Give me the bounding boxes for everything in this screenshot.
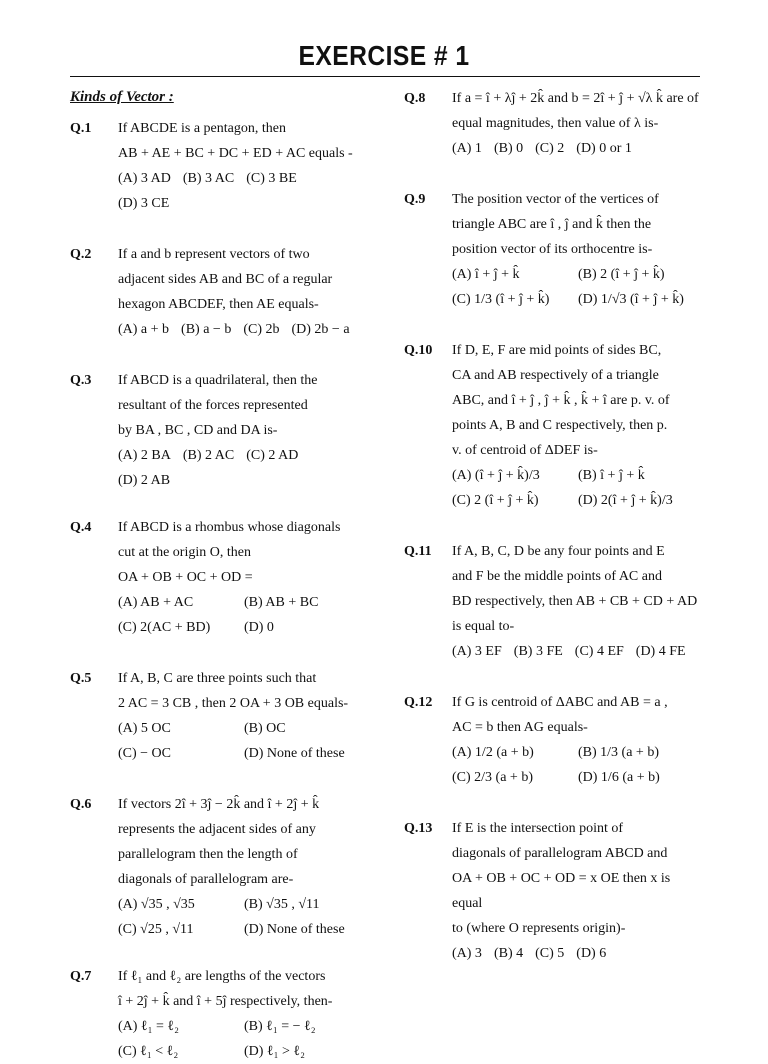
option: (B) √35 , √11	[244, 897, 320, 912]
question-text: position vector of its orthocentre is-	[452, 242, 653, 257]
question-q2	[70, 242, 370, 342]
option: (A) AB + AC	[118, 595, 194, 610]
option: (C) 5	[535, 946, 565, 961]
question-options	[452, 262, 704, 312]
option: (C) 2 (î + ĵ + k̂)	[452, 493, 539, 508]
question-q13	[404, 816, 704, 966]
question-options	[118, 317, 370, 342]
question-number: Q.13	[404, 821, 433, 836]
option: (D) 2 AB	[118, 473, 171, 488]
option: (A) 2 BA	[118, 448, 171, 463]
section-heading: Kinds of Vector :	[70, 89, 174, 105]
left-column	[70, 86, 370, 1064]
option: (C) 2b	[243, 322, 280, 337]
option: (C) √25 , √11	[118, 922, 194, 937]
option: (C) 4 EF	[574, 644, 624, 659]
question-q12	[404, 690, 704, 790]
question-text: OA + OB + OC + OD =	[118, 570, 253, 585]
option: (B) 4	[493, 946, 524, 961]
option: (B) a − b	[181, 322, 232, 337]
question-text: If a = î + λĵ + 2k̂ and b = 2î + ĵ + √λ k̂ are of	[452, 91, 699, 106]
question-q11	[404, 539, 704, 664]
option: (C) 2 AD	[246, 448, 299, 463]
question-text: BD respectively, then AB + CB + CD + AD	[452, 594, 698, 609]
option: (A) ℓ₁ = ℓ₂	[118, 1019, 180, 1034]
question-text: If vectors 2î + 3ĵ − 2k̂ and î + 2ĵ + k̂	[118, 797, 320, 812]
option: (C) 1/3 (î + ĵ + k̂)	[452, 292, 550, 307]
question-text: v. of centroid of ΔDEF is-	[452, 443, 598, 458]
question-q6	[70, 792, 370, 942]
question-text: equal magnitudes, then value of λ is-	[452, 116, 659, 131]
question-text: adjacent sides AB and BC of a regular	[118, 272, 333, 287]
question-q8	[404, 86, 704, 161]
option: (C) 2(AC + BD)	[118, 620, 211, 635]
option: (C) ℓ₁ < ℓ₂	[118, 1044, 179, 1059]
question-text: î + 2ĵ + k̂ and î + 5ĵ respectively, then-	[118, 994, 333, 1009]
option: (B) ℓ₁ = − ℓ₂	[244, 1019, 316, 1034]
question-number: Q.7	[70, 969, 92, 984]
option: (A) 5 OC	[118, 721, 171, 736]
right-column	[404, 86, 704, 966]
question-number: Q.11	[404, 544, 432, 559]
option: (A) 1/2 (a + b)	[452, 745, 534, 760]
option: (D) ℓ₁ > ℓ₂	[244, 1044, 306, 1059]
question-q10	[404, 338, 704, 513]
question-text: If A, B, C are three points such that	[118, 671, 317, 686]
question-q4	[70, 515, 370, 640]
question-text: diagonals of parallelogram ABCD and	[452, 846, 668, 861]
option: (B) î + ĵ + k̂	[578, 468, 645, 483]
question-number: Q.12	[404, 695, 433, 710]
question-options	[452, 463, 704, 513]
question-number: Q.9	[404, 192, 426, 207]
option: (D) 4 FE	[635, 644, 686, 659]
question-text: If E is the intersection point of	[452, 821, 624, 836]
question-number: Q.5	[70, 671, 92, 686]
question-text: ABC, and î + ĵ , ĵ + k̂ , k̂ + î are p. v. of	[452, 393, 670, 408]
question-options	[452, 136, 704, 161]
question-options	[452, 740, 704, 790]
question-text: If G is centroid of ΔABC and AB = a ,	[452, 695, 668, 710]
question-text: 2 AC = 3 CB , then 2 OA + 3 OB equals-	[118, 696, 349, 711]
option: (B) 2 (î + ĵ + k̂)	[578, 267, 665, 282]
question-text: represents the adjacent sides of any	[118, 822, 316, 837]
question-text: The position vector of the vertices of	[452, 192, 659, 207]
question-options	[452, 639, 704, 664]
question-number: Q.4	[70, 520, 92, 535]
question-text: If ℓ₁ and ℓ₂ are lengths of the vectors	[118, 969, 326, 984]
question-text: cut at the origin O, then	[118, 545, 251, 560]
option: (A) 1	[452, 141, 482, 156]
option: (D) 2b − a	[291, 322, 350, 337]
question-text: AC = b then AG equals-	[452, 720, 588, 735]
option: (A) î + ĵ + k̂	[452, 267, 520, 282]
question-number: Q.3	[70, 373, 92, 388]
option: (A) a + b	[118, 322, 170, 337]
option: (C) 2	[535, 141, 565, 156]
question-q7	[70, 964, 370, 1064]
question-q9	[404, 187, 704, 312]
option: (B) 3 FE	[513, 644, 563, 659]
question-text: hexagon ABCDEF, then AE equals-	[118, 297, 319, 312]
option: (B) 1/3 (a + b)	[578, 745, 659, 760]
option: (D) 0	[244, 620, 274, 635]
question-options	[118, 166, 370, 216]
question-options	[452, 941, 704, 966]
question-options	[118, 716, 370, 766]
question-text: If A, B, C, D be any four points and E	[452, 544, 665, 559]
question-number: Q.10	[404, 343, 433, 358]
title-divider	[70, 76, 700, 77]
option: (A) √35 , √35	[118, 897, 195, 912]
option: (B) AB + BC	[244, 595, 319, 610]
question-text: If D, E, F are mid points of sides BC,	[452, 343, 662, 358]
option: (D) 1/√3 (î + ĵ + k̂)	[578, 292, 684, 307]
option: (A) (î + ĵ + k̂)/3	[452, 468, 540, 483]
question-text: is equal to-	[452, 619, 515, 634]
option: (B) OC	[244, 721, 286, 736]
question-text: AB + AE + BC + DC + ED + AC equals -	[118, 146, 353, 161]
question-q1	[70, 116, 370, 216]
option: (D) 3 CE	[118, 196, 170, 211]
option: (D) 6	[576, 946, 607, 961]
option: (B) 3 AC	[182, 171, 235, 186]
question-text: parallelogram then the length of	[118, 847, 298, 862]
question-number: Q.1	[70, 121, 92, 136]
question-text: If ABCD is a rhombus whose diagonals	[118, 520, 341, 535]
option: (C) − OC	[118, 746, 172, 761]
question-number: Q.2	[70, 247, 92, 262]
option: (D) None of these	[244, 746, 345, 761]
question-number: Q.8	[404, 91, 426, 106]
question-text: If ABCD is a quadrilateral, then the	[118, 373, 318, 388]
option: (B) 0	[493, 141, 524, 156]
option: (A) 3 AD	[118, 171, 171, 186]
question-text: points A, B and C respectively, then p.	[452, 418, 668, 433]
page-title: EXERCISE # 1	[298, 40, 470, 71]
question-text: by BA , BC , CD and DA is-	[118, 423, 278, 438]
question-text: If ABCDE is a pentagon, then	[118, 121, 286, 136]
question-text: diagonals of parallelogram are-	[118, 872, 294, 887]
option: (D) 0 or 1	[576, 141, 632, 156]
option: (C) 2/3 (a + b)	[452, 770, 533, 785]
option: (A) 3	[452, 946, 482, 961]
question-text: If a and b represent vectors of two	[118, 247, 310, 262]
option: (D) 1/6 (a + b)	[578, 770, 660, 785]
option: (A) 3 EF	[452, 644, 502, 659]
question-options	[118, 590, 370, 640]
option: (D) None of these	[244, 922, 345, 937]
question-text: to (where O represents origin)-	[452, 921, 626, 936]
option: (B) 2 AC	[182, 448, 235, 463]
question-number: Q.6	[70, 797, 92, 812]
question-q5	[70, 666, 370, 766]
question-text: resultant of the forces represented	[118, 398, 308, 413]
option: (D) 2(î + ĵ + k̂)/3	[578, 493, 673, 508]
question-q3	[70, 368, 370, 493]
question-text: OA + OB + OC + OD = x OE then x is equal	[452, 871, 671, 911]
question-text: and F be the middle points of AC and	[452, 569, 662, 584]
question-options	[118, 892, 370, 942]
option: (C) 3 BE	[246, 171, 297, 186]
question-options	[118, 1014, 370, 1064]
question-options	[118, 443, 370, 493]
question-text: CA and AB respectively of a triangle	[452, 368, 659, 383]
question-text: triangle ABC are î , ĵ and k̂ then the	[452, 217, 652, 232]
